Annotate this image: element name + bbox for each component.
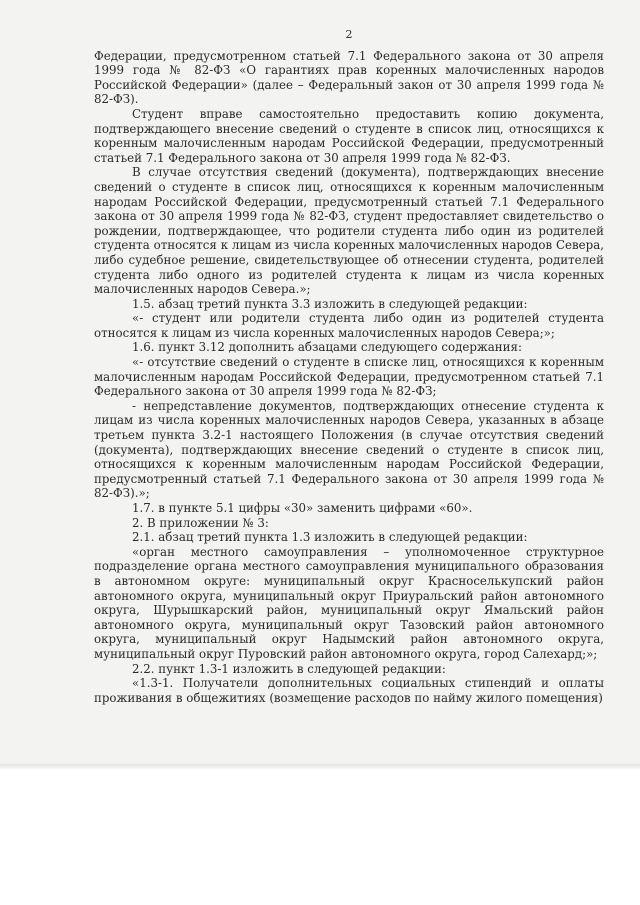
- document-page: [94, 28, 604, 705]
- paragraph: 1.7. в пункте 5.1 цифры «30» заменить цифрами «60».: [132, 501, 473, 515]
- paragraph: В случае отсутствия сведений (документа), подтверждающих внесение сведений о студенте в список лиц, относящихся к коренным малочисленным народам Российской Федерации, предусмотренный статьей 7.1 Федерального закона от 30 апреля 1999 года № 82-ФЗ, студент предоставляет свидетельство о рождении, подтверждающее, что родители студента либо один из родителей студента относятся к лицам из числа коренных малочисленных народов Севера, либо судебное решение, свидетельствующее об отнесении студента, родителей студента либо одного из родителей студента к лицам из числа коренных малочисленных народов Севера.»;: [94, 165, 604, 297]
- paragraph: 1.5. абзац третий пункта 3.3 изложить в следующей редакции:: [132, 296, 528, 311]
- paragraph: Федерации, предусмотренном статьей 7.1 Федерального закона от 30 апреля 1999 года № 82-ФЗ «О гарантиях прав коренных малочисленных народов Российской Федерации» (далее – Федеральный закон от 30 апреля 1999 года № 82-ФЗ).: [94, 48, 604, 107]
- paragraph: «- отсутствие сведений о студенте в списке лиц, относящихся к коренным малочисленным народам Российской Федерации, предусмотренном статьей 7.1 Федерального закона от 30 апреля 1999 года № 82-ФЗ;: [94, 355, 604, 399]
- scan-edge-shadow: [0, 764, 640, 770]
- paragraph: «- студент или родители студента либо один из родителей студента относятся к лицам из числа коренных малочисленных народов Севера;»;: [94, 311, 604, 340]
- paragraph: 1.6. пункт 3.12 дополнить абзацами следующего содержания:: [132, 340, 522, 355]
- paragraph: «1.3-1. Получатели дополнительных социальных стипендий и оплаты проживания в общежитиях (возмещение расходов по найму жилого помещения): [94, 676, 604, 705]
- paragraph: 2.1. абзац третий пункта 1.3 изложить в следующей редакции:: [132, 530, 528, 545]
- paragraph: 2.2. пункт 1.3-1 изложить в следующей редакции:: [132, 661, 446, 676]
- page-number: 2: [345, 28, 353, 41]
- paragraph: - непредставление документов, подтверждающих отнесение студента к лицам из числа коренных малочисленных народов Севера, указанных в абзаце третьем пункта 3.2-1 настоящего Положения (в случае отсутствия сведений (документа), подтверждающих внесение сведений о студенте в список лиц, относящихся к коренным малочисленным народам Российской Федерации, предусмотренный статьей 7.1 Федерального закона от 30 апреля 1999 года № 82-ФЗ).»;: [94, 398, 604, 501]
- paragraph: Студент вправе самостоятельно предоставить копию документа, подтверждающего внесение сведений о студенте в список лиц, относящихся к коренным малочисленным народам Российской Федерации, предусмотренный статьей 7.1 Федерального закона от 30 апреля 1999 года № 82-ФЗ.: [94, 106, 604, 165]
- document-body: [94, 49, 604, 706]
- paragraph: 2. В приложении № 3:: [132, 515, 269, 530]
- paragraph: «орган местного самоуправления – уполномоченное структурное подразделение органа местного самоуправления муниципального образования в автономном округе: муниципальный округ Красноселькупский район автономного округа, муниципальный округ Приуральский район автономного округа, Шурышкарский район, муниципальный округ Ямальский район автономного округа, муниципальный округ Тазовский район автономного округа, муниципальный округ Надымский район автономного округа, муниципальный округ Пуровский район автономного округа, город Салехард;»;: [94, 544, 604, 661]
